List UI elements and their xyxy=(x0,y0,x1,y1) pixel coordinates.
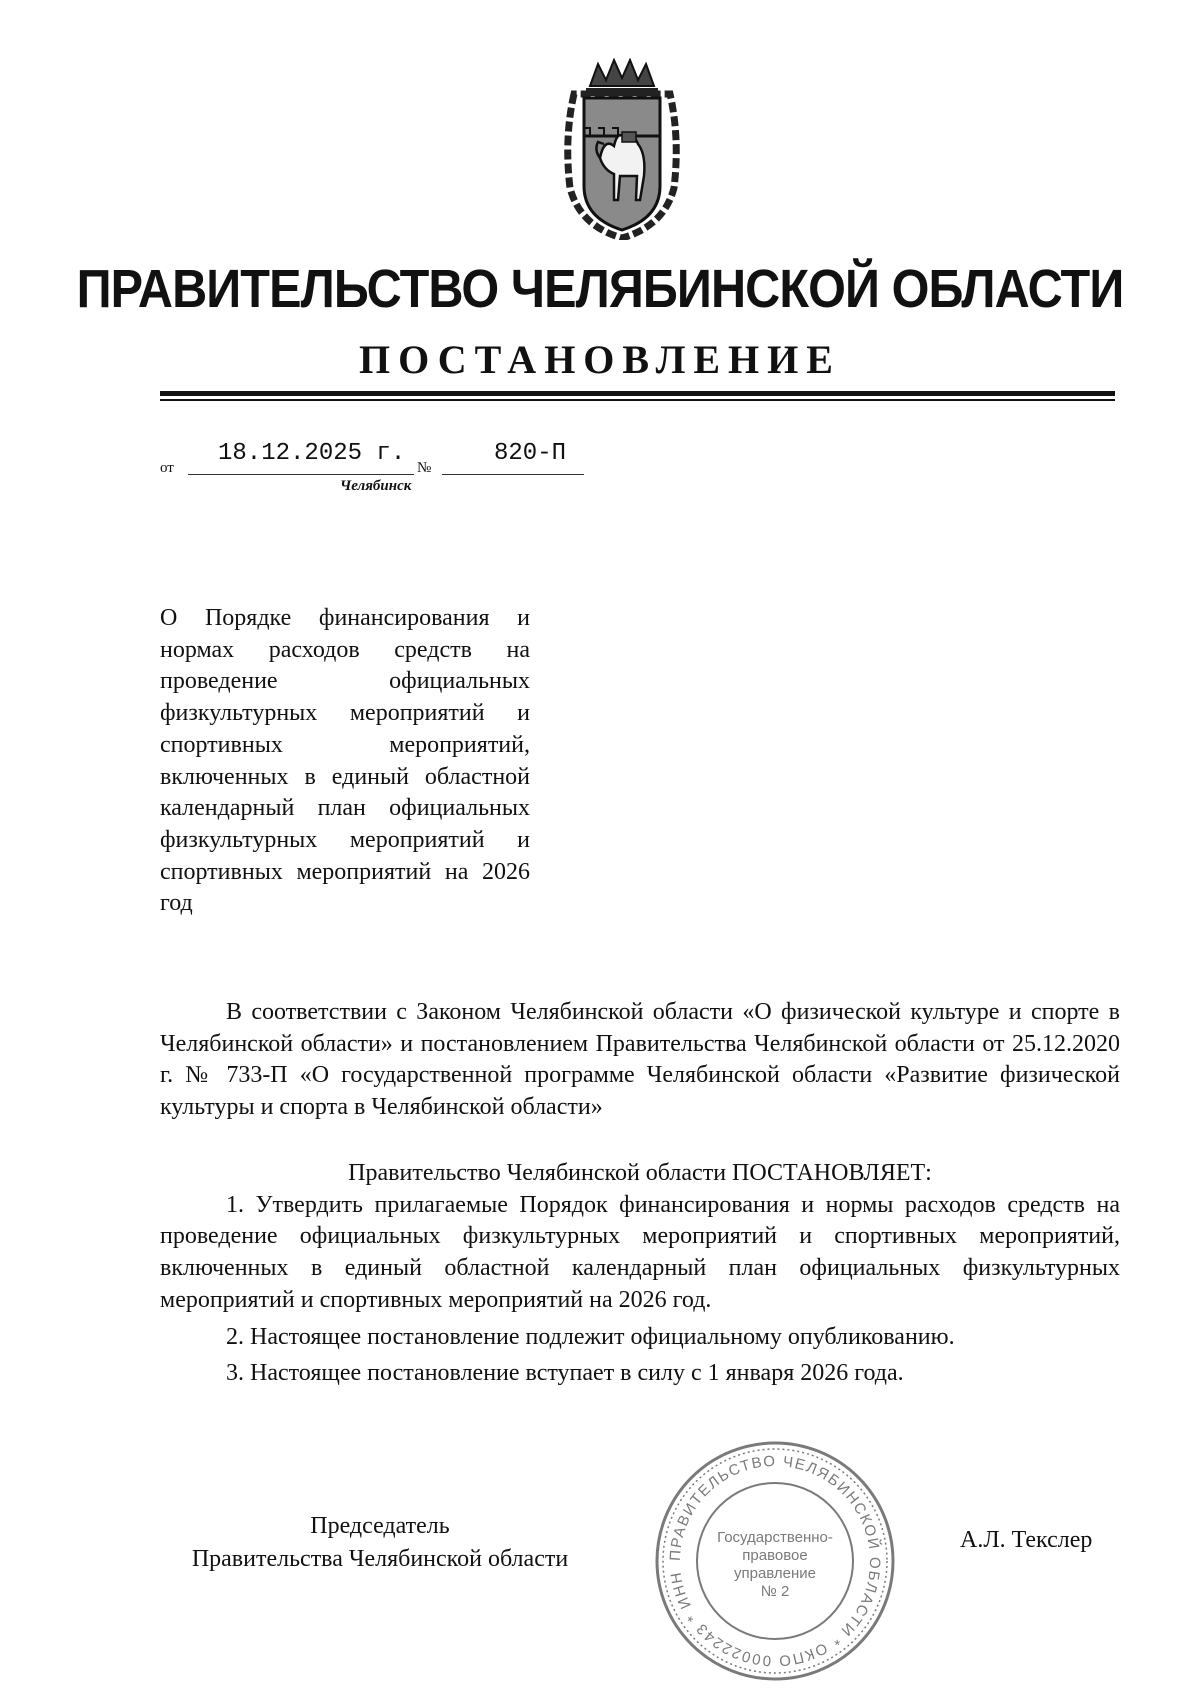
signatory-name: А.Л. Текслер xyxy=(960,1527,1093,1553)
resolves-line: Правительство Челябинской области ПОСТАНОВЛЯЕТ: xyxy=(348,1160,932,1186)
document-subject xyxy=(160,603,530,920)
official-seal xyxy=(650,1436,900,1686)
seal-ring-text: ПРАВИТЕЛЬСТВО ЧЕЛЯБИНСКОЙ ОБЛАСТИ * ОКПО 00022243 * ИНН xyxy=(666,1452,884,1670)
seal-center-line: Государственно- xyxy=(717,1529,833,1546)
document-date: 18.12.2025 г. xyxy=(218,440,406,467)
resolution-item: 2. Настоящее постановление подлежит официальному опубликованию. xyxy=(226,1323,955,1350)
number-underline xyxy=(442,474,584,475)
city-label: Челябинск xyxy=(340,478,412,494)
resolution-item: 3. Настоящее постановление вступает в силу с 1 января 2026 года. xyxy=(226,1360,904,1387)
chelyabinsk-coat-of-arms-icon xyxy=(560,58,684,240)
date-prefix-label: от xyxy=(160,460,174,476)
preamble-paragraph: В соответствии с Законом Челябинской области «О физической культуре и спорте в Челябинской области» и постановлением Правительства Челябинской области от 25.12.2020 г. № 733-П «О государственной программе Челябинской области «Развитие физической культуры и спорта в Челябинской области» xyxy=(160,999,1120,1121)
signatory-title xyxy=(160,1510,600,1576)
organization-title: ПРАВИТЕЛЬСТВО ЧЕЛЯБИНСКОЙ ОБЛАСТИ xyxy=(76,259,1124,319)
header-divider-thin xyxy=(160,399,1115,401)
document-type-heading: ПОСТАНОВЛЕНИЕ xyxy=(359,337,841,382)
document-body xyxy=(160,997,1120,1124)
signatory-title-line2: Правительства Челябинской области xyxy=(191,1546,569,1572)
seal-center-line: управление xyxy=(733,1565,817,1582)
number-prefix-label: № xyxy=(417,460,432,476)
header-divider-thick xyxy=(160,391,1115,396)
date-underline xyxy=(188,474,414,475)
document-number: 820-П xyxy=(494,440,567,467)
seal-center-line: № 2 xyxy=(760,1583,790,1600)
resolution-block xyxy=(160,1158,1120,1390)
resolution-item: 1. Утвердить прилагаемые Порядок финансирования и нормы расходов средств на проведение официальных физкультурных мероприятий и спортивных мероприятий, включенных в единый областной календарный план официальных физкультурных мероприятий и спортивных мероприятий на 2026 год. xyxy=(160,1191,1120,1313)
subject-text: О Порядке финансирования и нормах расходов средств на проведение официальных физкультурных мероприятий и спортивных мероприятий, включенных в единый областной календарный план официальных физкультурных мероприятий и спортивных мероприятий на 2026 год xyxy=(160,605,530,917)
seal-center-line: правовое xyxy=(742,1547,808,1564)
signatory-title-line1: Председатель xyxy=(310,1513,450,1539)
